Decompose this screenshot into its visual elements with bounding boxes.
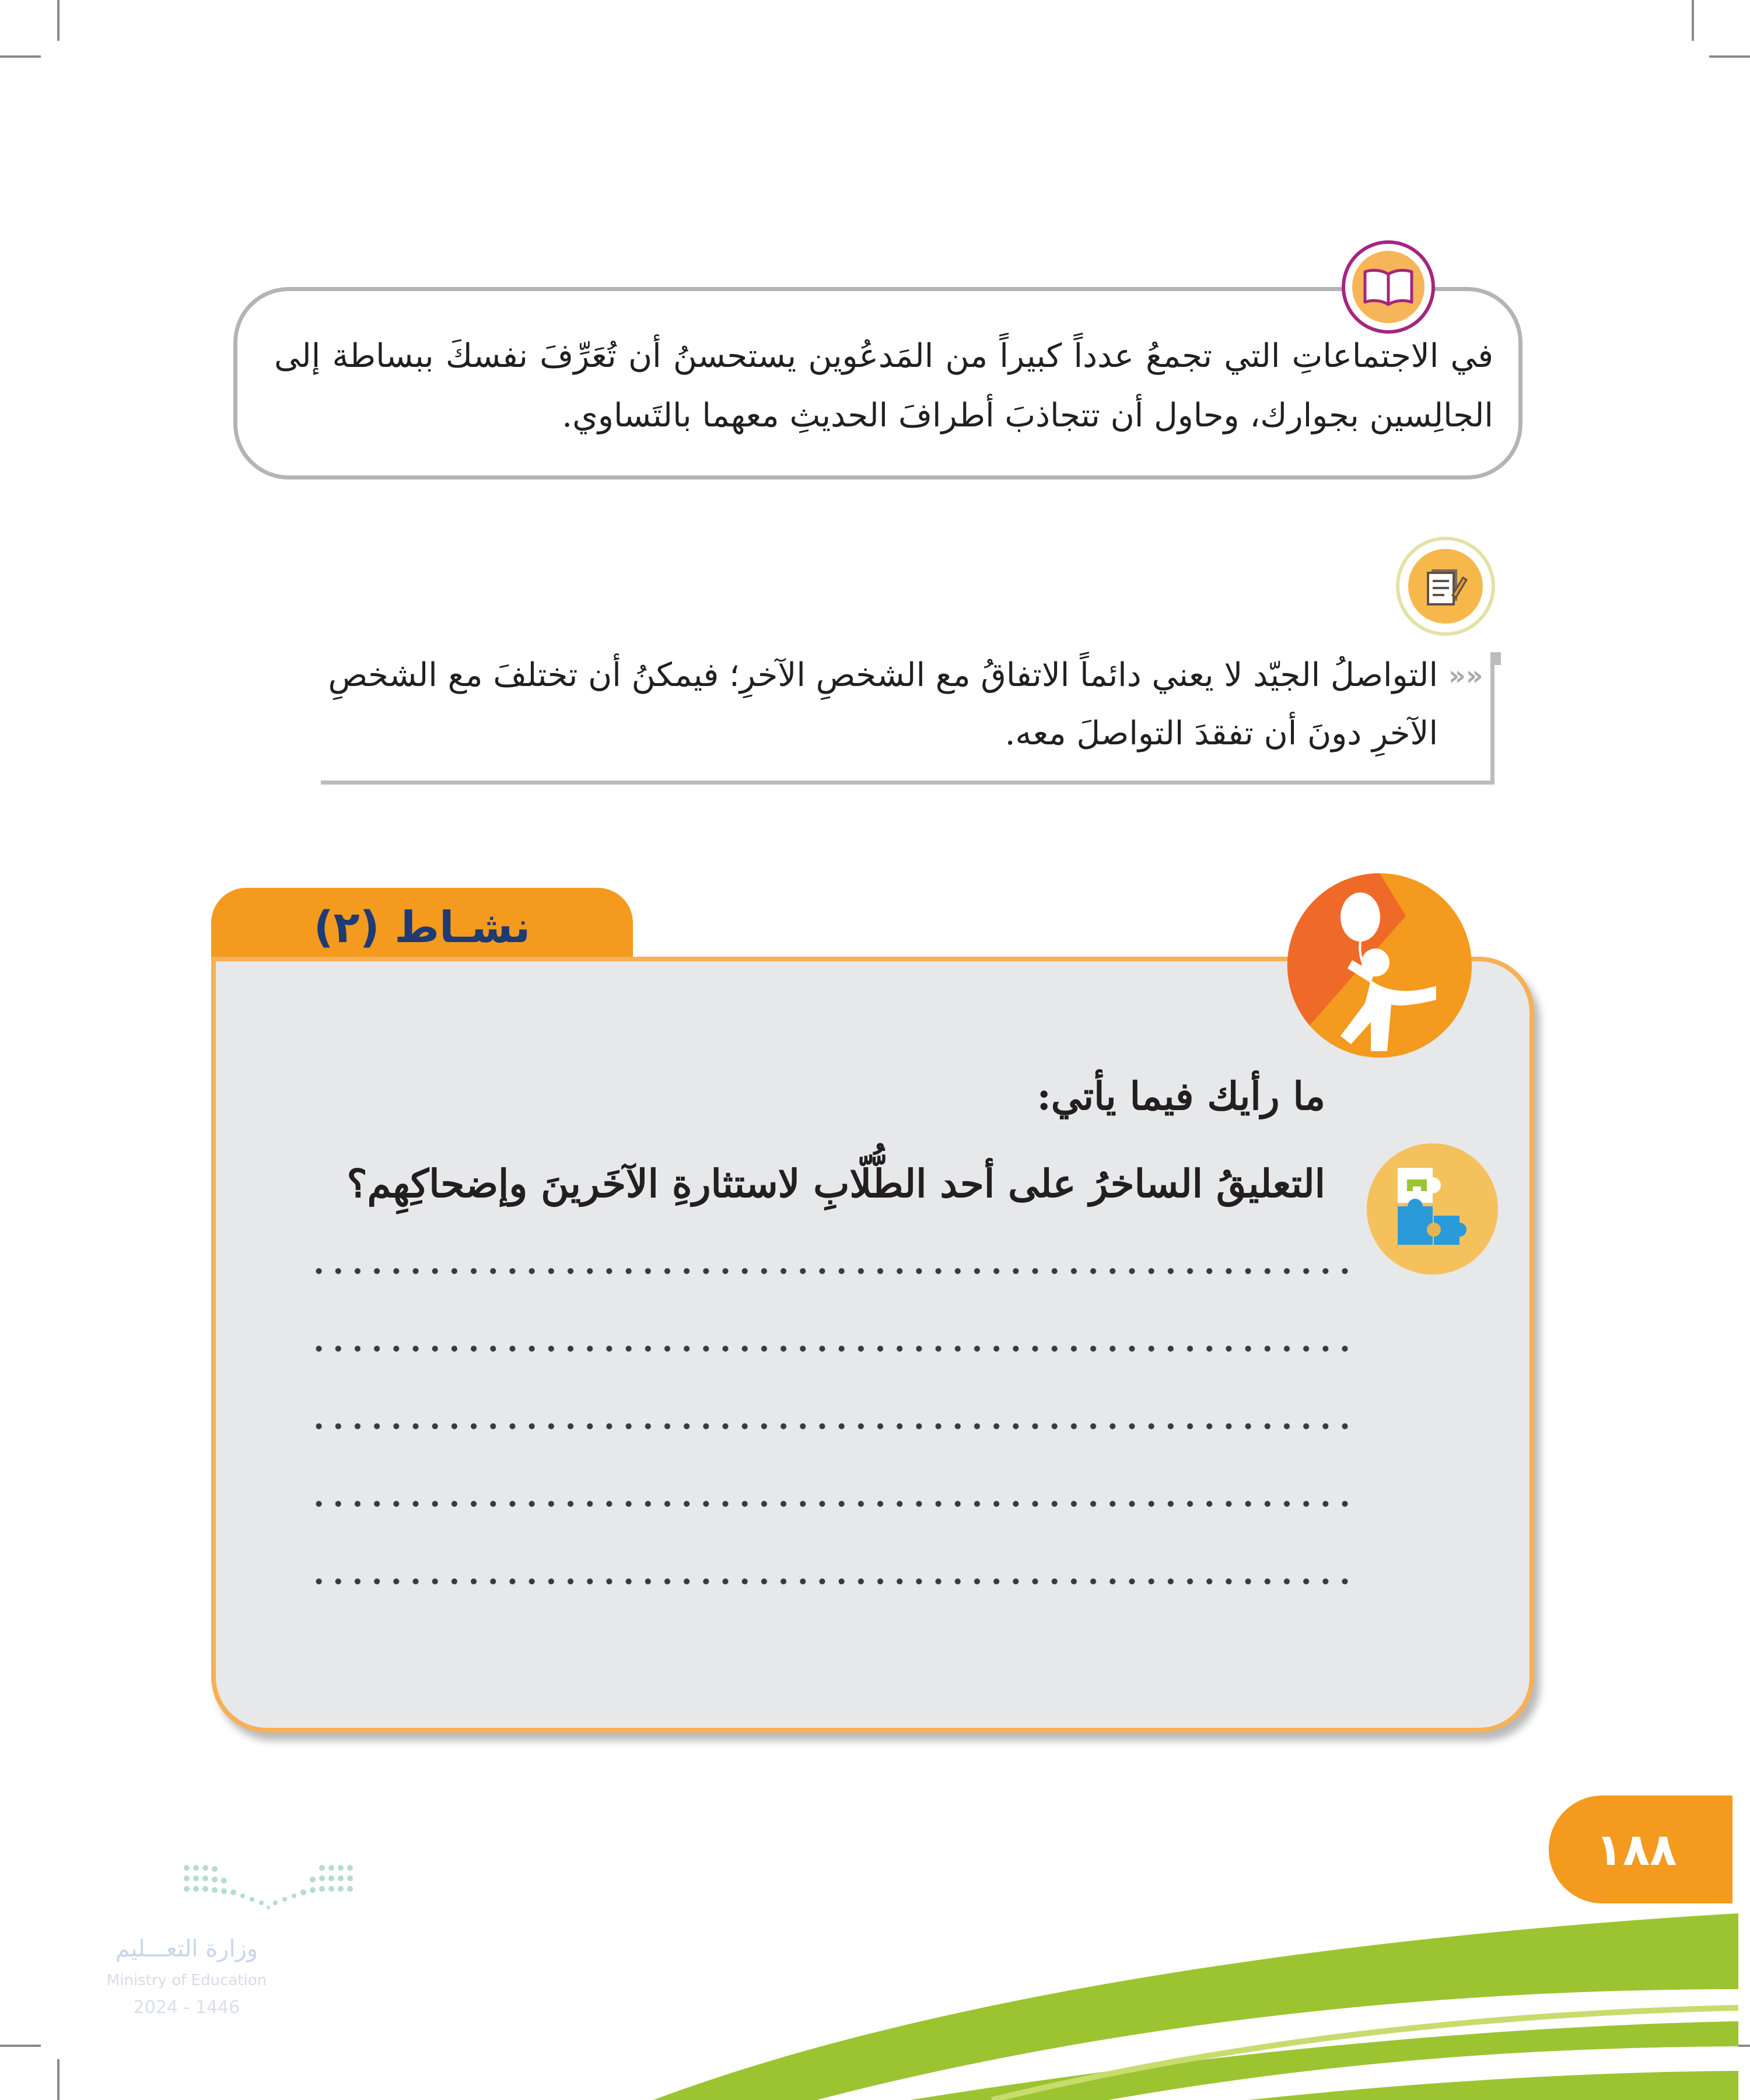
note-bullet-marker: »» <box>1448 660 1483 691</box>
answer-line-1[interactable] <box>309 1267 1350 1275</box>
balloon-child-icon <box>1283 869 1476 1062</box>
activity-title: نشـاط (٢) <box>313 902 531 953</box>
note-badge <box>1396 537 1495 636</box>
footer-wave <box>0 1902 1750 2100</box>
page-number: ١٨٨ <box>1595 1824 1677 1875</box>
answer-line-5[interactable] <box>309 1577 1350 1586</box>
logo-year: 2024 - 1446 <box>133 1997 240 2018</box>
note-corner-marker <box>1490 652 1501 665</box>
activity-question: التعليقُ الساخرُ على أحد الطُّلّابِ لاستثارةِ الآخَرينَ وإضحاكِهِم؟ <box>346 1161 1325 1206</box>
answer-line-2[interactable] <box>309 1345 1350 1353</box>
crop-mark <box>0 55 41 58</box>
logo-name-ar: وزارة التعـــليم <box>115 1936 258 1962</box>
logo-name-en: Ministry of Education <box>106 1972 267 1989</box>
question-badge <box>1367 1143 1498 1275</box>
crop-mark <box>1709 55 1750 58</box>
tip-text: في الاجتماعاتِ التي تجمعُ عدداً كبيراً من المَدعُوين يستحسنُ أن تُعَرِّفَ نفسكَ ببساطة إلى الجالِسين بجوارك، وحاول أن تتجاذبَ أطرافَ الحديثِ معهما بالتَساوي. <box>274 337 1493 435</box>
note-text: التواصلُ الجيّد لا يعني دائماً الاتفاقُ مع الشخصِ الآخرِ؛ فيمكنُ أن تختلفَ مع الشخصِ الآخرِ دونَ أن تفقدَ التواصلَ معه. <box>328 656 1438 752</box>
tip-badge <box>1342 240 1435 334</box>
activity-prompt: ما رأيك فيما يأتي: <box>1037 1073 1325 1119</box>
notepad-icon <box>1423 566 1468 607</box>
puzzle-icon <box>1386 1160 1479 1259</box>
answer-line-4[interactable] <box>309 1500 1350 1508</box>
crop-mark <box>57 0 60 41</box>
open-book-icon <box>1362 266 1415 308</box>
crop-mark <box>1692 0 1694 41</box>
answer-line-3[interactable] <box>309 1422 1350 1430</box>
